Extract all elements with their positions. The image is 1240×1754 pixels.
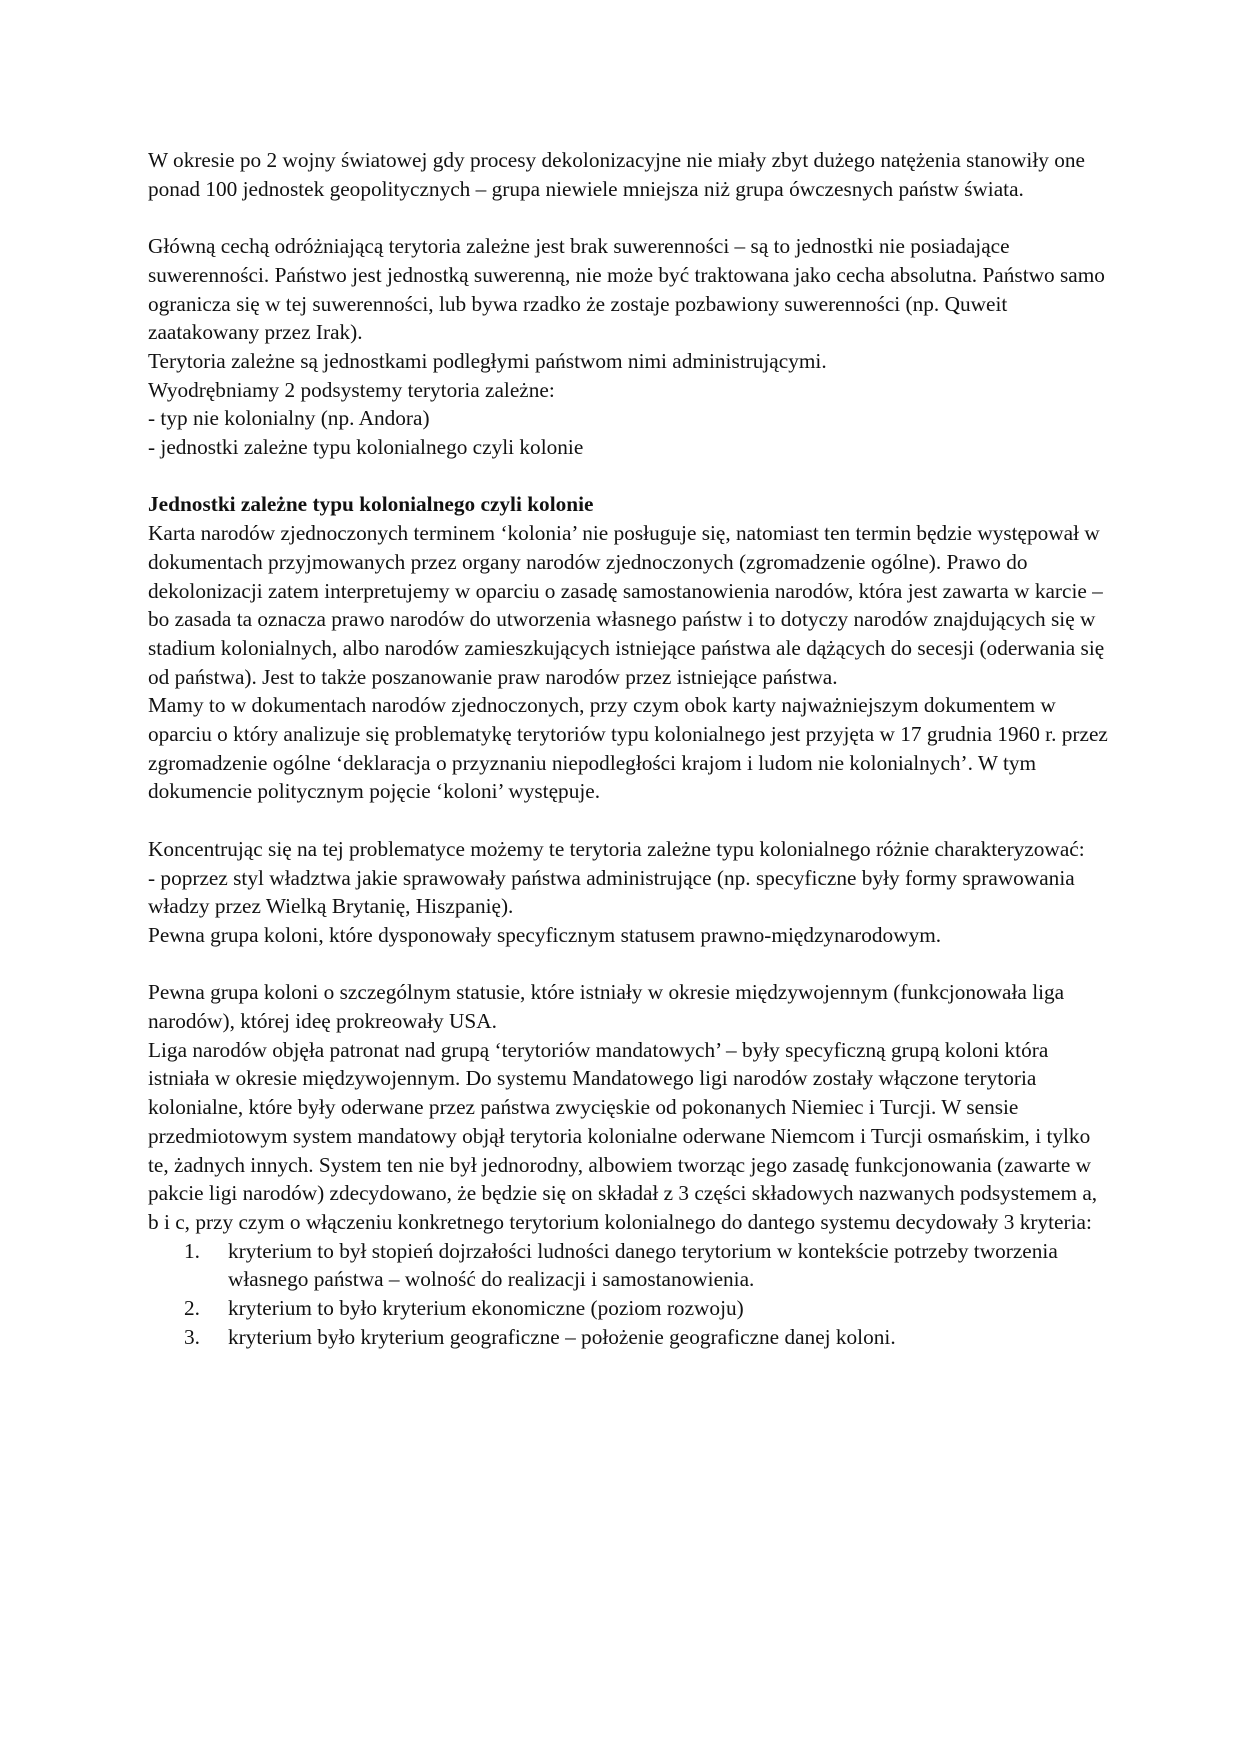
criteria-list-item	[148, 1294, 1108, 1323]
paragraph-un-charter: Karta narodów zjednoczonych terminem ‘kolonia’ nie posługuje się, natomiast ten termin będzie występował w dokumentach przyjmowanych przez organy narodów zjednoczonych (zgromadzenie ogólne). Prawo do dekolonizacji zatem interpretujemy w oparciu o zasadę samostanowienia narodów, która jest zawarta w karcie – bo zasada ta oznacza prawo narodów do utworzenia własnego państw i to dotyczy narodów znajdujących się w stadium kolonialnych, albo narodów zamieszkujących istniejące państwa ale dążących do secesji (oderwania się od państwa). Jest to także poszanowanie praw narodów przez istniejące państwa.	[148, 521, 1105, 689]
spacer	[148, 950, 1108, 979]
list-number: 1.	[184, 1238, 200, 1263]
criteria-list-item	[148, 1323, 1108, 1352]
document-body	[148, 146, 1108, 1351]
list-item-text: kryterium to było kryterium ekonomiczne (poziom rozwoju)	[228, 1296, 744, 1321]
spacer	[148, 203, 1108, 232]
paragraph-dependent-territories: Terytoria zależne są jednostkami podległymi państwom nimi administrującymi.	[148, 348, 827, 373]
paragraph-legal-status: Pewna grupa koloni, które dysponowały specyficznym statusem prawno-międzynarodowym.	[148, 922, 942, 947]
list-number: 3.	[184, 1324, 200, 1349]
list-item-text: kryterium było kryterium geograficzne – położenie geograficzne danej koloni.	[228, 1324, 896, 1349]
paragraph-intro: W okresie po 2 wojny światowej gdy procesy dekolonizacyjne nie miały zbyt dużego natężenia stanowiły one ponad 100 jednostek geopolitycznych – grupa niewiele mniejsza niż grupa ówczesnych państw świata.	[148, 148, 1085, 201]
paragraph-declaration: Mamy to w dokumentach narodów zjednoczonych, przy czym obok karty najważniejszym dokumentem w oparciu o który analizuje się problematykę terytoriów typu kolonialnego jest przyjęta w 17 grudnia 1960 r. przez zgromadzenie ogólne ‘deklaracja o przyznaniu niepodległości krajom i ludom nie kolonialnych’. W tym dokumencie politycznym pojęcie ‘koloni’ występuje.	[148, 693, 1108, 804]
subsystem-item-1: - typ nie kolonialny (np. Andora)	[148, 406, 430, 431]
paragraph-characterize: Koncentrując się na tej problematyce możemy te terytoria zależne typu kolonialnego różnie charakteryzować:	[148, 836, 1085, 861]
paragraph-mandate-system: Liga narodów objęła patronat nad grupą ‘terytoriów mandatowych’ – były specyficzną grupą koloni która istniała w okresie międzywojennym. Do systemu Mandatowego ligi narodów zostały włączone terytoria kolonialne, które były oderwane przez państwa zwycięskie od pokonanych Niemiec i Turcji. W sensie przedmiotowym system mandatowy objął terytoria kolonialne oderwane Niemcom i Turcji osmańskim, i tylko te, żadnych innych. System ten nie był jednorodny, albowiem tworząc jego zasadę funkcjonowania (zawarte w pakcie ligi narodów) zdecydowano, że będzie się on składał z 3 części składowych nazwanych podsystemem a, b i c, przy czym o włączeniu konkretnego terytorium kolonialnego do dantego systemu decydowały 3 kryteria:	[148, 1037, 1098, 1234]
spacer	[148, 462, 1108, 491]
paragraph-subsystems-intro: Wyodrębniamy 2 podsystemy terytoria zależne:	[148, 377, 555, 402]
paragraph-sovereignty: Główną cechą odróżniającą terytoria zależne jest brak suwerenności – są to jednostki nie posiadające suwerenności. Państwo jest jednostką suwerenną, nie może być traktowana jako cecha absolutna. Państwo samo ogranicza się w tej suwerenności, lub bywa rzadko że zostaje pozbawiony suwerenności (np. Quweit zaatakowany przez Irak).	[148, 234, 1105, 345]
section-heading-colonies: Jednostki zależne typu kolonialnego czyli kolonie	[148, 492, 594, 517]
list-item-text: kryterium to był stopień dojrzałości ludności danego terytorium w kontekście potrzeby tworzenia własnego państwa – wolność do realizacji i samostanowienia.	[228, 1238, 1058, 1292]
spacer	[148, 806, 1108, 835]
list-number: 2.	[184, 1296, 200, 1321]
criteria-list	[148, 1237, 1108, 1352]
paragraph-interwar: Pewna grupa koloni o szczególnym statusie, które istniały w okresie międzywojennym (funkcjonowała liga narodów), której ideę prokreowały USA.	[148, 980, 1065, 1034]
paragraph-rule-style: - poprzez styl władztwa jakie sprawowały państwa administrujące (np. specyficzne były formy sprawowania władzy przez Wielką Brytanię, Hiszpanię).	[148, 865, 1075, 919]
subsystem-item-2: - jednostki zależne typu kolonialnego czyli kolonie	[148, 435, 584, 460]
criteria-list-item	[148, 1237, 1108, 1294]
